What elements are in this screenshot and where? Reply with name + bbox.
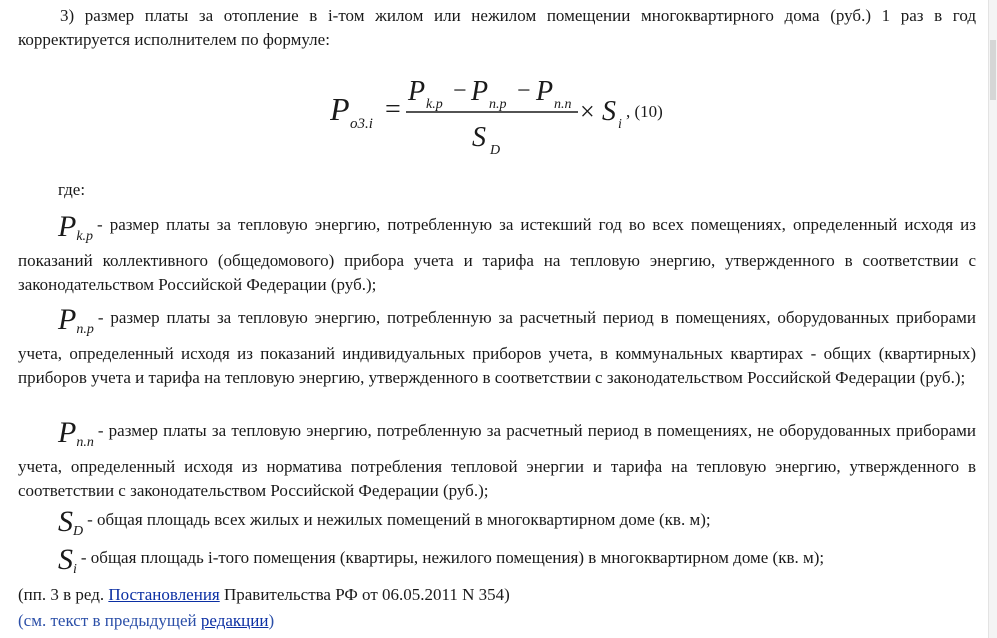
sym-si-sub: i: [73, 562, 77, 577]
formula-lhs: P: [330, 91, 350, 127]
def-pkp-text: - размер платы за тепловую энергию, потребленную за истекший год во всех помещениях, определенный исходя из показаний коллективного (общедомового) прибора учета и тарифа на тепловую энергию, утвержденного в соответствии с законодательством Российской Федерации (руб.);: [18, 215, 976, 294]
prev-prefix: (см. текст в предыдущей: [18, 611, 201, 630]
definition-pnn: [18, 416, 976, 503]
definition-sd: [18, 505, 976, 544]
sym-pkp-sub: k.p: [76, 229, 94, 244]
formula-s-sub: i: [618, 117, 622, 132]
formula-num3-sub: n.n: [554, 97, 572, 112]
sym-pnp: P: [58, 303, 77, 336]
where-label: где:: [58, 180, 86, 199]
amendment-note: [18, 583, 976, 607]
formula-den: S: [472, 122, 486, 153]
formula-num1-sub: k.p: [426, 97, 443, 112]
formula-number: , (10): [626, 102, 663, 121]
definition-pnp: [18, 303, 976, 390]
def-sd-text: - общая площадь всех жилых и нежилых помещений в многоквартирном доме (кв. м);: [87, 510, 711, 529]
sym-sd: S: [58, 505, 73, 538]
scrollbar[interactable]: [988, 0, 997, 638]
definition-pkp: [18, 210, 976, 297]
prev-suffix: ): [268, 611, 275, 630]
scrollbar-thumb[interactable]: [990, 40, 996, 100]
formula-den-sub: D: [490, 143, 501, 158]
definition-si: [18, 543, 976, 582]
formula-times: ×: [580, 97, 595, 126]
def-pnp-text: - размер платы за тепловую энергию, потребленную за расчетный период в помещениях, оборудованных приборами учета, определенный исходя из показаний индивидуальных приборов учета, в коммунальных квартирах - общих (квартирных) приборов учета и тарифа на тепловую энергию, утвержденного в соответствии с законодательством Российской Федерации (руб.);: [18, 308, 976, 387]
previous-edition-link[interactable]: редакции: [200, 611, 269, 630]
note-suffix: Правительства РФ от 06.05.2011 N 354): [219, 585, 510, 604]
note-prefix: (пп. 3 в ред.: [18, 585, 109, 604]
intro-paragraph: 3) размер платы за отопление в i-том жилом или нежилом помещении многоквартирного дома (руб.) 1 раз в год корректируется исполнителем по формуле:: [18, 6, 976, 49]
formula-num3: P: [536, 76, 554, 107]
formula-minus1: −: [453, 78, 467, 104]
sym-pnn: P: [58, 416, 77, 449]
def-pnn-text: - размер платы за тепловую энергию, потребленную за расчетный период в помещениях, не оборудованных приборами учета, определенный исходя из норматива потребления тепловой энергии и тарифа на тепловую энергию, утвержденного в соответствии с законодательством Российской Федерации (руб.);: [18, 421, 976, 500]
sym-pnn-sub: n.n: [76, 435, 94, 450]
formula-num2: P: [471, 76, 489, 107]
formula-lhs-sub: o3.i: [350, 116, 373, 132]
previous-version-note: [18, 609, 976, 633]
formula-10: [330, 72, 690, 162]
sym-pnp-sub: n.p: [76, 322, 94, 337]
formula-s: S: [602, 96, 616, 127]
formula-minus2: −: [517, 78, 531, 104]
formula-num1: P: [408, 76, 426, 107]
sym-si: S: [58, 543, 73, 576]
def-si-text: - общая площадь i-того помещения (квартиры, нежилого помещения) в многоквартирном доме (кв. м);: [80, 548, 825, 567]
sym-pkp: P: [58, 210, 77, 243]
sym-sd-sub: D: [73, 524, 84, 539]
formula-equals: =: [385, 94, 401, 125]
postanovlenie-link[interactable]: Постановления: [108, 585, 220, 604]
formula-num2-sub: n.p: [489, 97, 507, 112]
